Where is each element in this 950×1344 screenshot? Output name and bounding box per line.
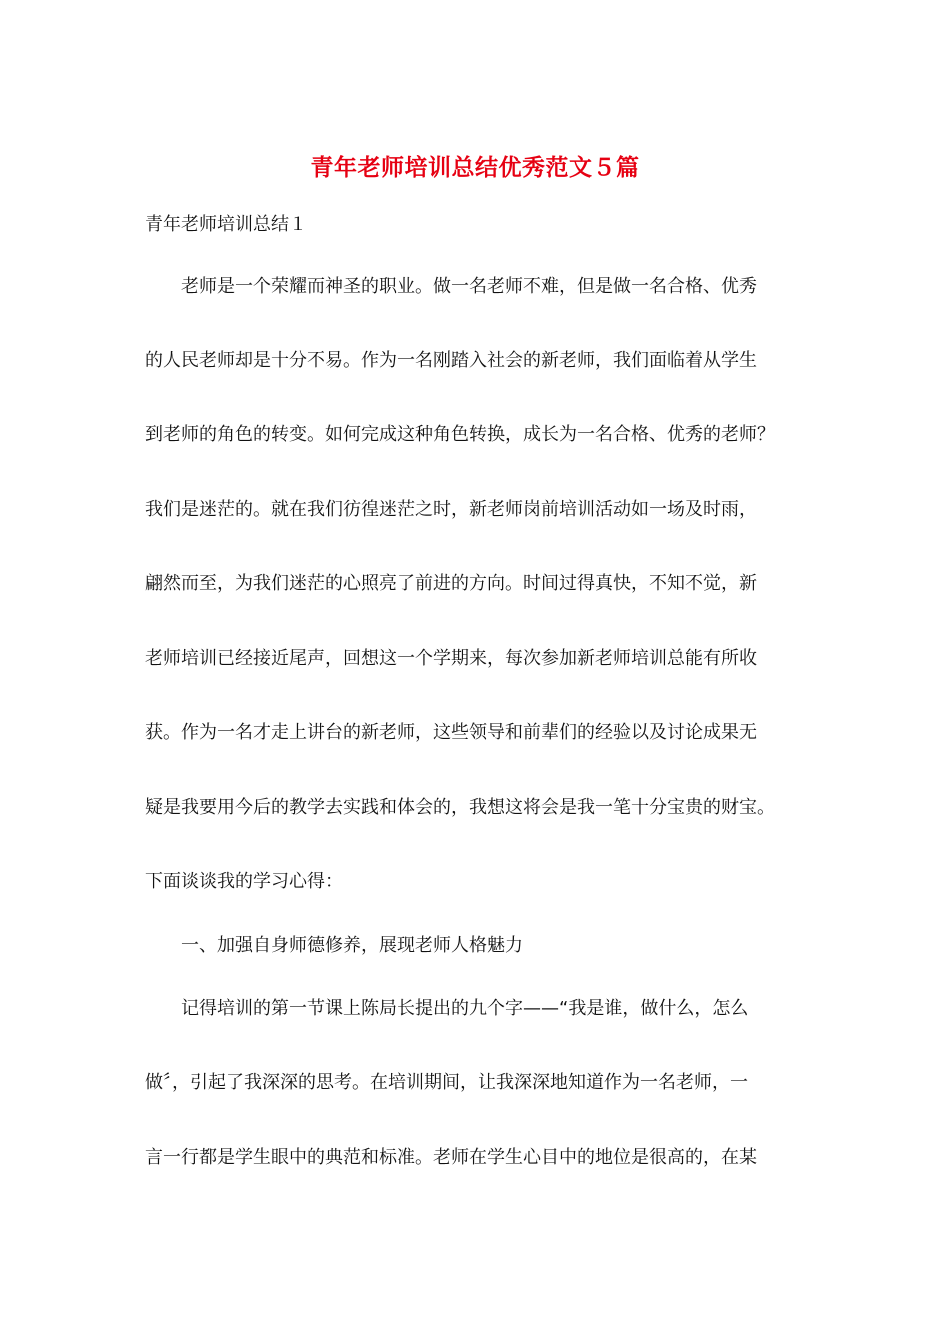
- paragraph-line: 言一行都是学生眼中的典范和标准。老师在学生心目中的地位是很高的，在某: [145, 1147, 757, 1168]
- paragraph-line: 的人民老师却是十分不易。作为一名刚踏入社会的新老师，我们面临着从学生: [145, 350, 757, 371]
- paragraph-line: 到老师的角色的转变。如何完成这种角色转换，成长为一名合格、优秀的老师？: [145, 424, 775, 445]
- paragraph-line: 记得培训的第一节课上陈局长提出的九个字——“我是谁，做什么，怎么: [181, 998, 749, 1019]
- subheading: 一、加强自身师德修养，展现老师人格魅力: [181, 935, 523, 956]
- paragraph-line: 疑是我要用今后的教学去实践和体会的，我想这将会是我一笔十分宝贵的财宝。: [145, 797, 775, 818]
- document-title: 青年老师培训总结优秀范文５篇: [310, 154, 640, 181]
- paragraph-line: 老师培训已经接近尾声，回想这一个学期来，每次参加新老师培训总能有所收: [145, 648, 757, 669]
- paragraph-line: 我们是迷茫的。就在我们彷徨迷茫之时，新老师岗前培训活动如一场及时雨，: [145, 499, 757, 520]
- paragraph-line: 老师是一个荣耀而神圣的职业。做一名老师不难，但是做一名合格、优秀: [181, 276, 757, 297]
- paragraph-line: 做〞，引起了我深深的思考。在培训期间，让我深深地知道作为一名老师，一: [145, 1072, 748, 1093]
- paragraph-line: 获。作为一名才走上讲台的新老师，这些领导和前辈们的经验以及讨论成果无: [145, 722, 757, 743]
- paragraph-line: 翩然而至，为我们迷茫的心照亮了前进的方向。时间过得真快，不知不觉，新: [145, 573, 757, 594]
- paragraph-line: 下面谈谈我的学习心得：: [145, 871, 343, 892]
- section-heading: 青年老师培训总结１: [145, 214, 307, 235]
